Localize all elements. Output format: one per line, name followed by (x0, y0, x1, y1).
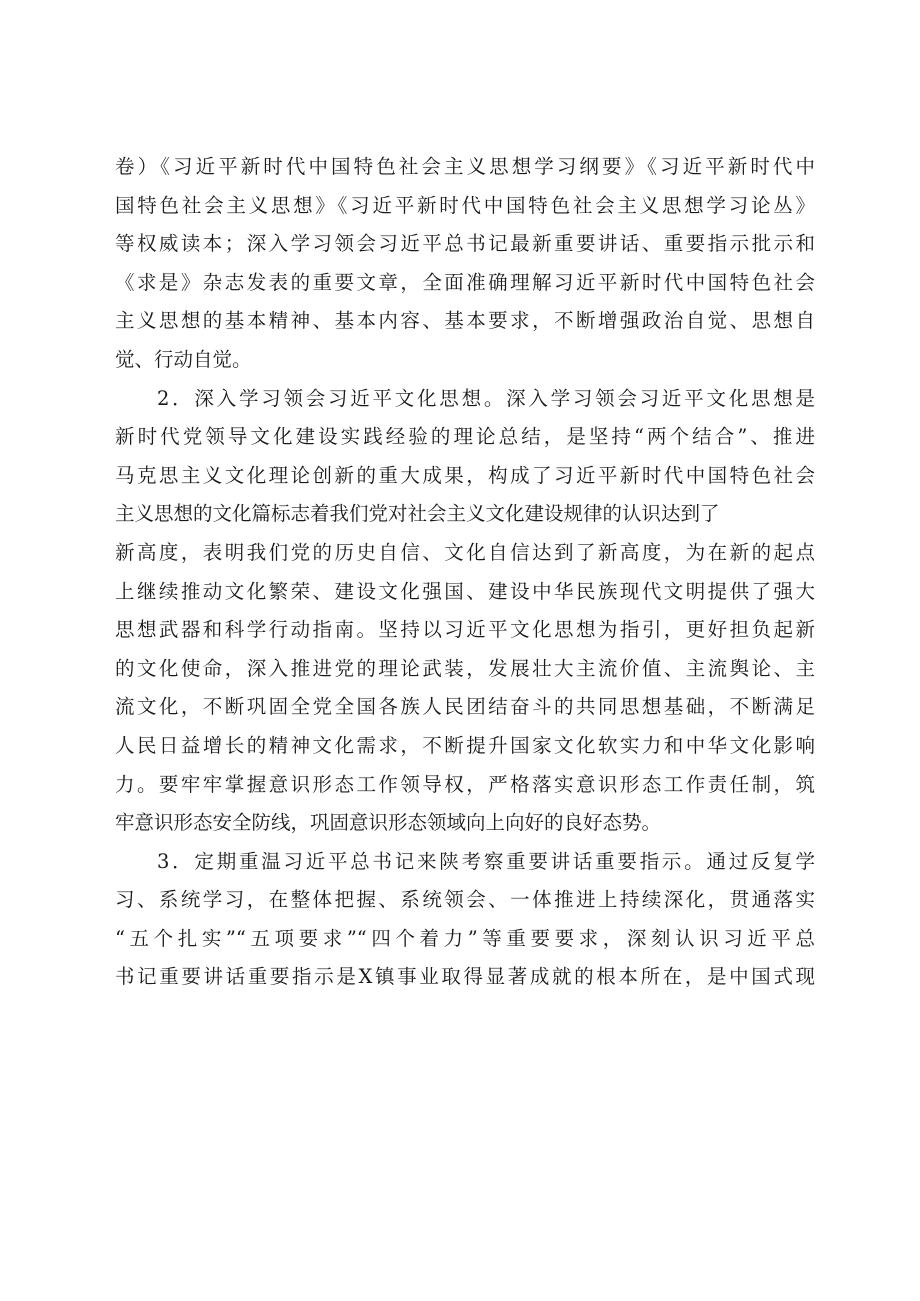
paragraph-line: 卷）《习近平新时代中国特色社会主义思想学习纲要》《习近平新时代中 (115, 155, 815, 178)
paragraph-line: 3．定期重温习近平总书记来陕考察重要讲话重要指示。通过反复学 (157, 849, 815, 873)
paragraph-line: 主义思想的文化篇标志着我们党对社会主义文化建设规律的认识达到了 (115, 502, 720, 526)
document-body (115, 148, 815, 997)
paragraph-line: 人民日益增长的精神文化需求，不断提升国家文化软实力和中华文化影响 (115, 733, 815, 757)
paragraph-line: 的文化使命，深入推进党的理论武装，发展壮大主流价值、主流舆论、主 (115, 656, 815, 680)
paragraph-line: 思想武器和科学行动指南。坚持以习近平文化思想为指引，更好担负起新 (115, 618, 815, 642)
paragraph-line: 新时代党领导文化建设实践经验的理论总结，是坚持“两个结合”、推进 (115, 425, 815, 449)
paragraph-1 (115, 148, 815, 380)
paragraph-2 (115, 380, 815, 843)
paragraph-line: 国特色社会主义思想》《习近平新时代中国特色社会主义思想学习论丛》 (115, 193, 815, 217)
paragraph-line: “五个扎实”“五项要求”“四个着力”等重要要求，深刻认识习近平总 (115, 926, 815, 950)
paragraph-3 (115, 843, 815, 997)
paragraph-line: 习、系统学习，在整体把握、系统领会、一体推进上持续深化，贯通落实 (115, 888, 815, 912)
paragraph-line: 马克思主义文化理论创新的重大成果，构成了习近平新时代中国特色社会 (115, 463, 815, 487)
paragraph-line: 力。要牢牢掌握意识形态工作领导权，严格落实意识形态工作责任制，筑 (115, 772, 815, 796)
paragraph-line: 流文化，不断巩固全党全国各族人民团结奋斗的共同思想基础，不断满足 (115, 695, 815, 719)
paragraph-line: 上继续推动文化繁荣、建设文化强国、建设中华民族现代文明提供了强大 (115, 579, 815, 603)
paragraph-line: 2．深入学习领会习近平文化思想。深入学习领会习近平文化思想是 (157, 386, 815, 410)
paragraph-line: 觉、行动自觉。 (115, 347, 252, 371)
paragraph-line: 新高度，表明我们党的历史自信、文化自信达到了新高度，为在新的起点 (115, 540, 815, 564)
paragraph-line: 牢意识形态安全防线，巩固意识形态领域向上向好的良好态势。 (115, 811, 662, 835)
paragraph-line: 等权威读本；深入学习领会习近平总书记最新重要讲话、重要指示批示和 (115, 232, 815, 256)
paragraph-line: 主义思想的基本精神、基本内容、基本要求，不断增强政治自觉、思想自 (115, 309, 815, 333)
paragraph-line: 《求是》杂志发表的重要文章，全面准确理解习近平新时代中国特色社会 (115, 270, 815, 294)
paragraph-line: 书记重要讲话重要指示是X镇事业取得显著成就的根本所在，是中国式现 (115, 965, 815, 989)
